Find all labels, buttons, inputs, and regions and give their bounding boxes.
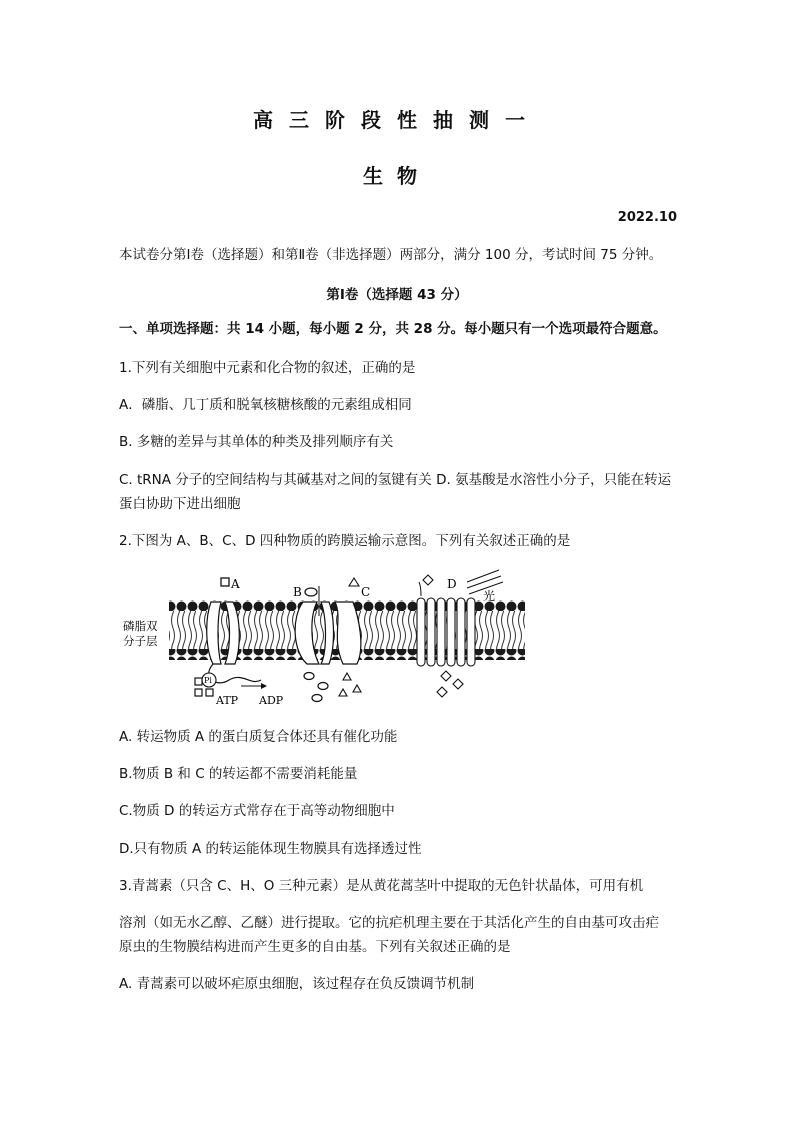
exam-title: 高三阶段性抽测一 (253, 108, 541, 132)
substance-c-triangle-icon (339, 689, 347, 696)
substance-a-square-icon (221, 578, 229, 586)
exam-subject: 生物 (363, 164, 431, 188)
section-title: 第Ⅰ卷（选择题 43 分） (326, 287, 468, 303)
substance-c-triangle-icon (343, 673, 351, 680)
substance-b-oval-icon (304, 673, 314, 680)
substance-d-diamond-icon (441, 671, 451, 681)
substance-b-oval-icon (312, 695, 322, 702)
label-c: C (361, 585, 371, 599)
substance-c-triangle-icon (353, 685, 361, 692)
q1-option-a: A．磷脂、几丁质和脱氧核糖核酸的元素组成相同 (119, 397, 412, 413)
q3-stem-line1: 3.青蒿素（只含 C、H、O 三种元素）是从黄花蒿茎叶中提取的无色针状晶体，可用有机 (119, 878, 644, 894)
substance-d-diamond-icon (453, 679, 463, 689)
exam-intro: 本试卷分第Ⅰ卷（选择题）和第Ⅱ卷（非选择题）两部分，满分 100 分，考试时间 75 分钟。 (119, 247, 663, 263)
substance-a-square-icon (195, 678, 202, 685)
part-instructions: 一、单项选择题：共 14 小题，每小题 2 分，共 28 分。每小题只有一个选项最符合题意。 (119, 321, 667, 337)
label-light: 光 (483, 589, 496, 603)
substance-a-square-icon (195, 689, 202, 696)
label-b: B (293, 585, 302, 599)
exam-date: 2022.10 (617, 210, 677, 225)
membrane-transport-figure (121, 568, 527, 708)
label-a: A (231, 577, 240, 591)
q2-option-b: B.物质 B 和 C 的转运都不需要消耗能量 (119, 766, 358, 782)
label-pi: Pi (204, 676, 212, 685)
q1-option-cd-line2: 蛋白协助下进出细胞 (119, 496, 241, 512)
q2-option-d: D.只有物质 A 的转运能体现生物膜具有选择透过性 (119, 841, 422, 857)
atp-arrowhead (261, 683, 267, 689)
q3-option-a: A. 青蒿素可以破坏疟原虫细胞，该过程存在负反馈调节机制 (119, 976, 475, 992)
q3-stem-line2: 溶剂（如无水乙醇、乙醚）进行提取。它的抗疟机理主要在于其活化产生的自由基可攻击疟 (119, 915, 659, 931)
q2-option-c: C.物质 D 的转运方式常存在于高等动物细胞中 (119, 803, 395, 819)
q1-option-b: B. 多糖的差异与其单体的种类及排列顺序有关 (119, 434, 394, 450)
q2-option-a: A. 转运物质 A 的蛋白质复合体还具有催化功能 (119, 729, 398, 745)
substance-d-diamond-icon (437, 687, 447, 697)
substance-a-square-icon (206, 689, 213, 696)
substance-b-oval-icon (318, 683, 328, 690)
label-adp: ADP (259, 694, 284, 707)
membrane-label-1: 磷脂双 (123, 619, 158, 633)
q2-stem: 2.下图为 A、B、C、D 四种物质的跨膜运输示意图。下列有关叙述正确的是 (119, 533, 571, 549)
substance-c-triangle-icon (349, 578, 359, 586)
q3-stem-line3: 原虫的生物膜结构进而产生更多的自由基。下列有关叙述正确的是 (119, 939, 511, 955)
substance-b-oval-icon (305, 588, 317, 596)
label-d: D (447, 577, 457, 591)
label-atp: ATP (216, 694, 239, 707)
substance-d-diamond-icon (423, 575, 433, 585)
membrane-label-2: 分子层 (123, 634, 158, 648)
q1-stem: 1.下列有关细胞中元素和化合物的叙述，正确的是 (119, 360, 416, 376)
q1-option-cd-line1: C. tRNA 分子的空间结构与其碱基对之间的氢键有关 D. 氨基酸是水溶性小分子，只能在转运 (119, 472, 672, 488)
